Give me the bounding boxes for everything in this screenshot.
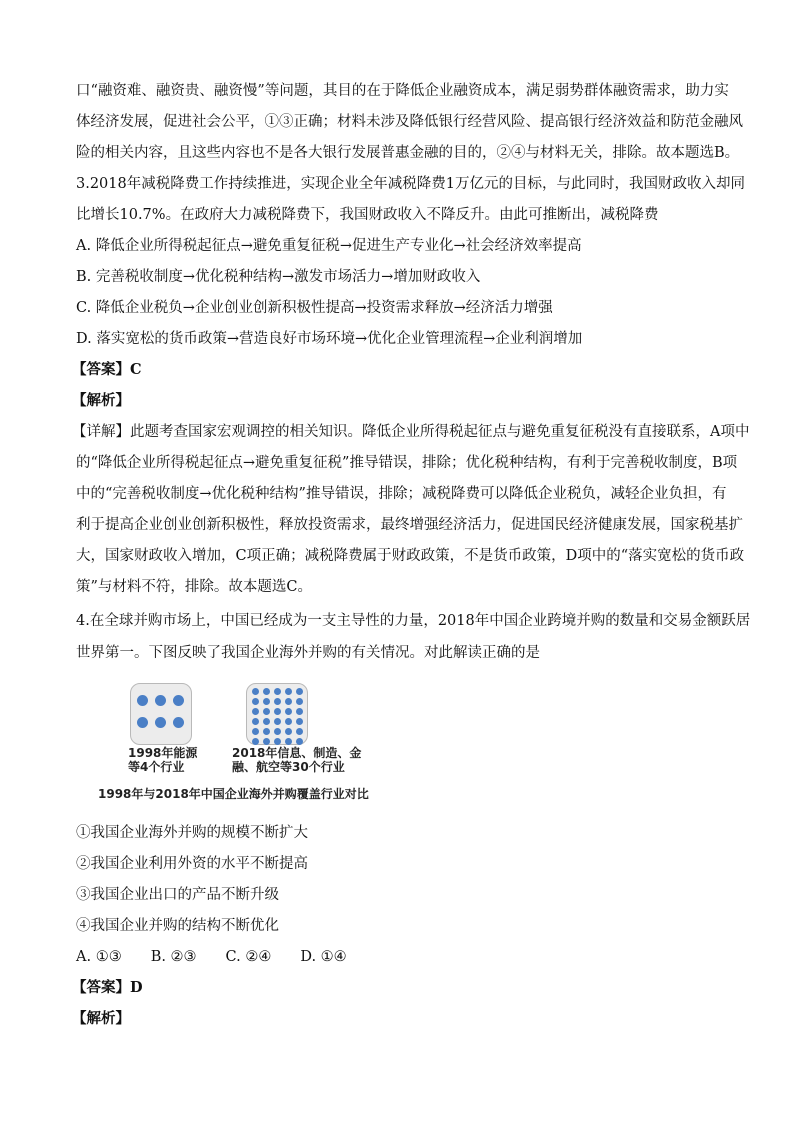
question-4-stem-cont: 世界第一。下图反映了我国企业海外并购的有关情况。对此解读正确的是 [76,645,540,661]
industry-dot-2018 [285,718,292,725]
statement-3: ③我国企业出口的产品不断升级 [76,887,279,903]
figure-caption: 1998年与2018年中国企业海外并购覆盖行业对比 [98,787,369,801]
industry-dot-2018 [274,718,281,725]
industry-dot-2018 [296,688,303,695]
industry-dot-2018 [274,708,281,715]
industry-dot-2018 [285,738,292,745]
industry-dot-2018 [296,728,303,735]
explanation-line-2: 的“降低企业所得税起征点→避免重复征税”推导错误，排除；优化税种结构，有利于完善税收制度，B项 [76,455,738,471]
industry-dot-2018 [296,708,303,715]
explanation-line-6: 策”与材料不符，排除。故本题选C。 [76,579,313,595]
label-1998-line-1: 1998年能源 [128,746,198,760]
analysis-label-2: 【解析】 [72,1010,130,1027]
industry-dot-2018 [263,718,270,725]
industry-dot-2018 [263,698,270,705]
industry-dot-2018 [274,688,281,695]
answer-label-2: 【答案】D [72,979,143,996]
label-2018-line-1: 2018年信息、制造、金 [232,746,362,760]
industry-dot-2018 [296,718,303,725]
text-line-2: 体经济发展，促进社会公平，①③正确；材料未涉及降低银行经营风险、提高银行经济效益和防范金融风 [76,114,743,130]
text-line-1: 口“融资难、融资贵、融资慢”等问题，其目的在于降低企业融资成本，满足弱势群体融资需求，助力实 [76,83,729,99]
analysis-label: 【解析】 [72,392,130,409]
question-3-stem: 3.2018年减税降费工作持续推进，实现企业全年减税降费1万亿元的目标，与此同时，我国财政收入却同 [76,176,745,192]
industry-dot-2018 [252,738,259,745]
industry-dot-2018 [274,728,281,735]
industry-dot-2018 [263,738,270,745]
explanation-line-3: 中的“完善税收制度→优化税种结构”推导错误，排除；减税降费可以降低企业税负，减轻企业负担，有 [76,486,727,502]
industry-dot-2018 [252,688,259,695]
icon-2018-industries [246,683,308,745]
industry-dot-1998 [155,695,166,706]
industry-dot-2018 [252,698,259,705]
industry-dot-1998 [173,717,184,728]
option-c: C. 降低企业税负→企业创业创新积极性提高→投资需求释放→经济活力增强 [76,300,553,316]
industry-dot-2018 [274,698,281,705]
explanation-line-4: 利于提高企业创业创新积极性，释放投资需求，最终增强经济活力，促进国民经济健康发展，国家税基扩 [76,517,743,533]
industry-dot-1998 [173,695,184,706]
industry-dot-2018 [285,708,292,715]
explanation-line-1: 【详解】此题考查国家宏观调控的相关知识。降低企业所得税起征点与避免重复征税没有直接联系，A项中 [72,424,750,440]
question-3-stem-cont: 比增长10.7%。在政府大力减税降费下，我国财政收入不降反升。由此可推断出，减税降费 [76,207,659,223]
icon-1998-industries [130,683,192,745]
question-4-stem: 4.在全球并购市场上，中国已经成为一支主导性的力量，2018年中国企业跨境并购的数量和交易金额跃居 [76,613,751,629]
text-line-3: 险的相关内容，且这些内容也不是各大银行发展普惠金融的目的，②④与材料无关，排除。故本题选B。 [76,145,740,161]
industry-dot-2018 [285,698,292,705]
industry-dot-2018 [285,688,292,695]
industry-dot-2018 [252,728,259,735]
option-b: B. 完善税收制度→优化税种结构→激发市场活力→增加财政收入 [76,269,481,285]
explanation-line-5: 大，国家财政收入增加，C项正确；减税降费属于财政政策，不是货币政策，D项中的“落实宽松的货币政 [76,548,745,564]
industry-dot-2018 [285,728,292,735]
option-d: D. 落实宽松的货币政策→营造良好市场环境→优化企业管理流程→企业利润增加 [76,331,583,347]
industry-dot-2018 [263,688,270,695]
answer-options: A. ①③ B. ②③ C. ②④ D. ①④ [76,949,347,965]
statement-2: ②我国企业利用外资的水平不断提高 [76,856,308,872]
industry-dot-2018 [274,738,281,745]
label-1998-line-2: 等4个行业 [128,760,185,774]
industry-dot-1998 [137,717,148,728]
industry-dot-1998 [155,717,166,728]
option-a: A. 降低企业所得税起征点→避免重复征税→促进生产专业化→社会经济效率提高 [76,238,582,254]
industry-dot-2018 [296,738,303,745]
statement-4: ④我国企业并购的结构不断优化 [76,918,279,934]
industry-dot-1998 [137,695,148,706]
industry-dot-2018 [252,708,259,715]
statement-1: ①我国企业海外并购的规模不断扩大 [76,825,308,841]
answer-label: 【答案】C [72,361,142,378]
industry-dot-2018 [263,728,270,735]
industry-dot-2018 [263,708,270,715]
label-2018-line-2: 融、航空等30个行业 [232,760,345,774]
industry-dot-2018 [296,698,303,705]
industry-dot-2018 [252,718,259,725]
